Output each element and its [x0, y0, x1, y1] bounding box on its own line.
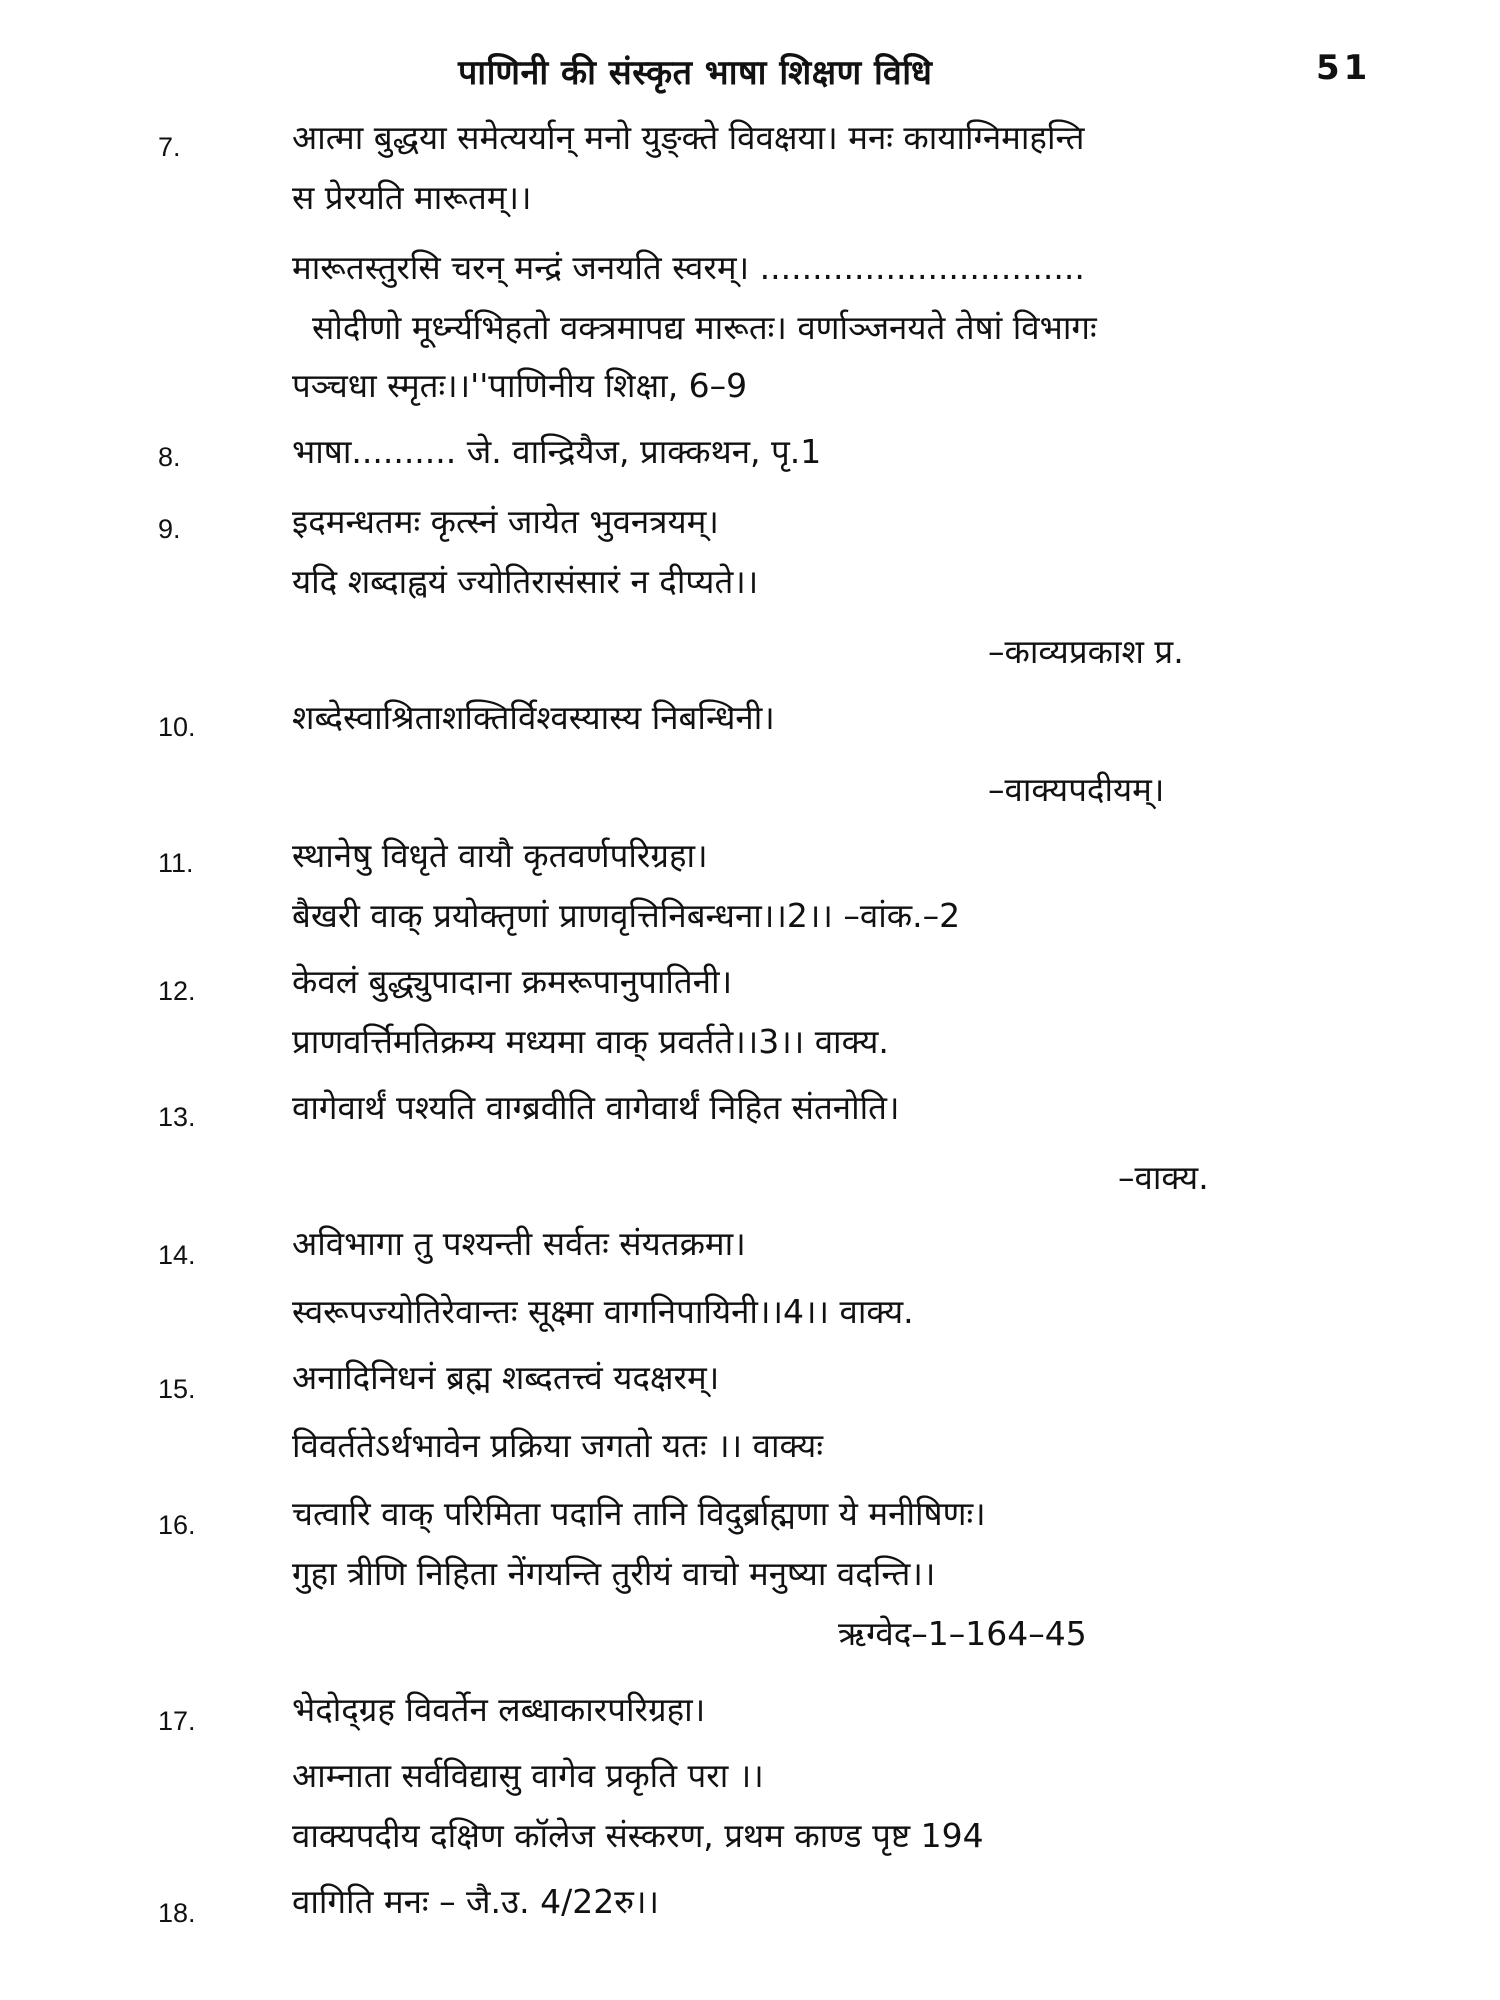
note-line: सोदीणो मूर्ध्न्यभिहतो वक्त्रमापद्य मारूतः। वर्णाञ्जनयते तेषां विभागः — [312, 308, 1097, 347]
note-line: प्राणवर्त्तिमतिक्रम्य मध्यमा वाक् प्रवर्तते।।3।। वाक्य. — [292, 1022, 889, 1061]
note-line: पञ्चधा स्मृतः।।''पाणिनीय शिक्षा, 6–9 — [292, 366, 748, 405]
note-line: केवलं बुद्ध्युपादाना क्रमरूपानुपातिनी। — [292, 962, 733, 1001]
note-line: अविभागा तु पश्यन्ती सर्वतः संयतक्रमा। — [292, 1224, 746, 1263]
note-number: 12. — [158, 976, 196, 1006]
note-line: वाक्यपदीय दक्षिण कॉलेज संस्करण, प्रथम काण्ड पृष्ट 194 — [292, 1816, 984, 1855]
note-line: बैखरी वाक् प्रयोक्तृणां प्राणवृत्तिनिबन्धना।।2।। –वांक.–2 — [292, 896, 961, 935]
note-line: विवर्ततेऽर्थभावेन प्रक्रिया जगतो यतः ।। वाक्यः — [292, 1426, 823, 1465]
note-source: –वाक्य. — [1118, 1158, 1209, 1197]
note-line: भेदोद्ग्रह विवर्तेन लब्धाकारपरिग्रहा। — [292, 1690, 706, 1729]
note-number: 17. — [158, 1706, 196, 1736]
note-number: 13. — [158, 1102, 196, 1132]
note-line: यदि शब्दाह्वयं ज्योतिरासंसारं न दीप्यते।। — [292, 562, 759, 601]
note-line: गुहा त्रीणि निहिता नेंगयन्ति तुरीयं वाचो मनुष्या वदन्ति।। — [292, 1554, 936, 1593]
note-line: वागिति मनः – जै.उ. 4/22रु।। — [292, 1882, 659, 1921]
note-source: –काव्यप्रकाश प्र. — [988, 632, 1184, 671]
note-line: स प्रेरयति मारूतम्।। — [292, 178, 532, 217]
page-header — [0, 42, 1500, 102]
note-number: 7. — [158, 132, 181, 162]
note-line: आम्नाता सर्वविद्यासु वागेव प्रकृति परा ।। — [292, 1756, 764, 1795]
note-number: 9. — [158, 514, 181, 544]
note-source: ऋग्वेद–1–164–45 — [838, 1614, 1087, 1653]
note-number: 15. — [158, 1374, 196, 1404]
note-line: इदमन्धतमः कृत्स्नं जायेत भुवनत्रयम्। — [292, 502, 719, 541]
note-number: 14. — [158, 1240, 196, 1270]
note-line: स्वरूपज्योतिरेवान्तः सूक्ष्मा वागनिपायिनी।।4।। वाक्य. — [292, 1292, 914, 1331]
page-number: 51 — [1316, 48, 1372, 88]
note-source: –वाक्यपदीयम्। — [988, 770, 1165, 809]
note-number: 8. — [158, 442, 181, 472]
note-line: अनादिनिधनं ब्रह्म शब्दतत्त्वं यदक्षरम्। — [292, 1358, 720, 1397]
note-line: भाषा.......... जे. वान्द्रियैज, प्राक्कथन, पृ.1 — [292, 432, 822, 471]
note-number: 10. — [158, 712, 196, 742]
page-title: पाणिनी की संस्कृत भाषा शिक्षण विधि — [458, 53, 933, 93]
note-number: 11. — [158, 848, 194, 878]
note-line: वागेवार्थं पश्यति वाग्ब्रवीति वागेवार्थं निहित संतनोति। — [292, 1088, 900, 1127]
note-line: आत्मा बुद्धया समेत्यर्यान् मनो युङ्क्ते विवक्षया। मनः कायाग्निमाहन्ति — [292, 118, 1085, 157]
note-number: 18. — [158, 1898, 196, 1928]
note-line: शब्देस्वाश्रिताशक्तिर्विश्वस्यास्य निबन्धिनी। — [292, 698, 775, 737]
note-line: मारूतस्तुरसि चरन् मन्द्रं जनयति स्वरम्। ............................... — [292, 248, 1085, 287]
note-line: स्थानेषु विधृते वायौ कृतवर्णपरिग्रहा। — [292, 836, 708, 875]
note-line: चत्वारि वाक् परिमिता पदानि तानि विदुर्ब्राह्मणा ये मनीषिणः। — [292, 1494, 986, 1533]
note-number: 16. — [158, 1510, 196, 1540]
